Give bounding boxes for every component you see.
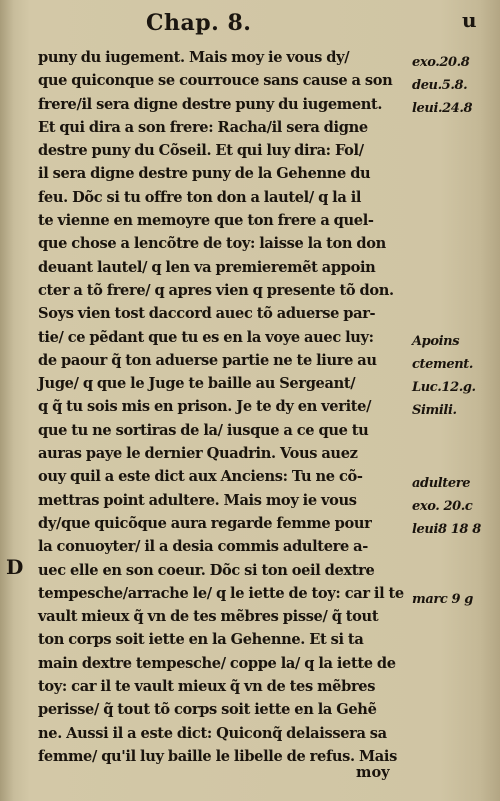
catchword: moy — [356, 764, 390, 781]
margin-note: ctement. — [412, 357, 474, 372]
text-line: femme/ qu'il luy baille le libelle de refus. Mais — [38, 747, 397, 765]
text-line: Soys vien tost daccord auec tõ aduerse par- — [38, 305, 376, 323]
text-line: vault mieux q̃ vn de tes mẽbres pisse/ q̃ tout — [38, 608, 379, 626]
text-line: dy/que quicõque aura regarde femme pour — [38, 514, 372, 532]
margin-note: exo. 20.c — [412, 499, 473, 514]
text-line: feu. Dõc si tu offre ton don a lautel/ q la il — [38, 188, 362, 206]
text-line: puny du iugement. Mais moy ie vous dy/ — [38, 49, 350, 66]
page-header — [0, 6, 500, 40]
margin-note: leui8 18 8 — [412, 522, 481, 537]
folio-number: u — [462, 8, 477, 32]
margin-note: Apoins — [412, 334, 460, 349]
text-line: que quiconque se courrouce sans cause a son — [38, 72, 393, 90]
margin-section-letter: D — [6, 555, 24, 579]
text-line: uec elle en son coeur. Dõc si ton oeil dextre — [38, 561, 375, 579]
text-line: auras paye le dernier Quadrin. Vous auez — [38, 445, 358, 463]
text-line: main dextre tempesche/ coppe la/ q la iette de — [38, 654, 396, 672]
margin-note: marc 9 g — [412, 592, 473, 607]
text-line: ouy quil a este dict aux Anciens: Tu ne cõ- — [38, 468, 363, 486]
text-line: de paour q̃ ton aduerse partie ne te liure au — [38, 351, 377, 369]
running-head: Chap. 8. — [146, 10, 252, 36]
text-line: frere/il sera digne destre puny du iugement. — [38, 95, 383, 113]
text-line: q q̃ tu sois mis en prison. Je te dy en verite/ — [38, 398, 372, 416]
text-line: ton corps soit iette en la Gehenne. Et si ta — [38, 631, 364, 649]
margin-note: Simili. — [412, 403, 457, 418]
text-line: Juge/ q que le Juge te baille au Sergeant/ — [38, 375, 356, 393]
text-line: ne. Aussi il a este dict: Quiconq̃ delaissera sa — [38, 724, 387, 742]
margin-note: adultere — [412, 476, 471, 491]
text-line: tie/ ce pẽdant que tu es en la voye auec luy: — [38, 328, 374, 346]
text-line: mettras point adultere. Mais moy ie vous — [38, 491, 357, 509]
margin-note: Luc.12.g. — [412, 380, 476, 395]
text-line: toy: car il te vault mieux q̃ vn de tes mẽbres — [38, 678, 376, 696]
text-line: cter a tõ frere/ q apres vien q presente tõ don. — [38, 281, 394, 299]
text-line: que chose a lencõtre de toy: laisse la ton don — [38, 235, 386, 253]
text-line: deuant lautel/ q len va premieremẽt appoin — [38, 258, 376, 276]
text-line: destre puny du Cõseil. Et qui luy dira: Fol/ — [38, 142, 364, 160]
text-line: Et qui dira a son frere: Racha/il sera digne — [38, 118, 368, 136]
margin-note: exo.20.8 — [412, 55, 470, 70]
body-text — [38, 46, 410, 768]
text-line: que tu ne sortiras de la/ iusque a ce que tu — [38, 421, 369, 439]
text-line: te vienne en memoyre que ton frere a quel- — [38, 212, 374, 230]
text-line: la conuoyter/ il a desia commis adultere a- — [38, 538, 368, 556]
text-line: tempesche/arrache le/ q le iette de toy: car il te — [38, 584, 404, 602]
text-line: il sera digne destre puny de la Gehenne du — [38, 165, 371, 183]
margin-note: deu.5.8. — [412, 78, 468, 93]
margin-note: leui.24.8 — [412, 101, 473, 116]
text-line: perisse/ q̃ tout tõ corps soit iette en la Gehẽ — [38, 701, 377, 719]
